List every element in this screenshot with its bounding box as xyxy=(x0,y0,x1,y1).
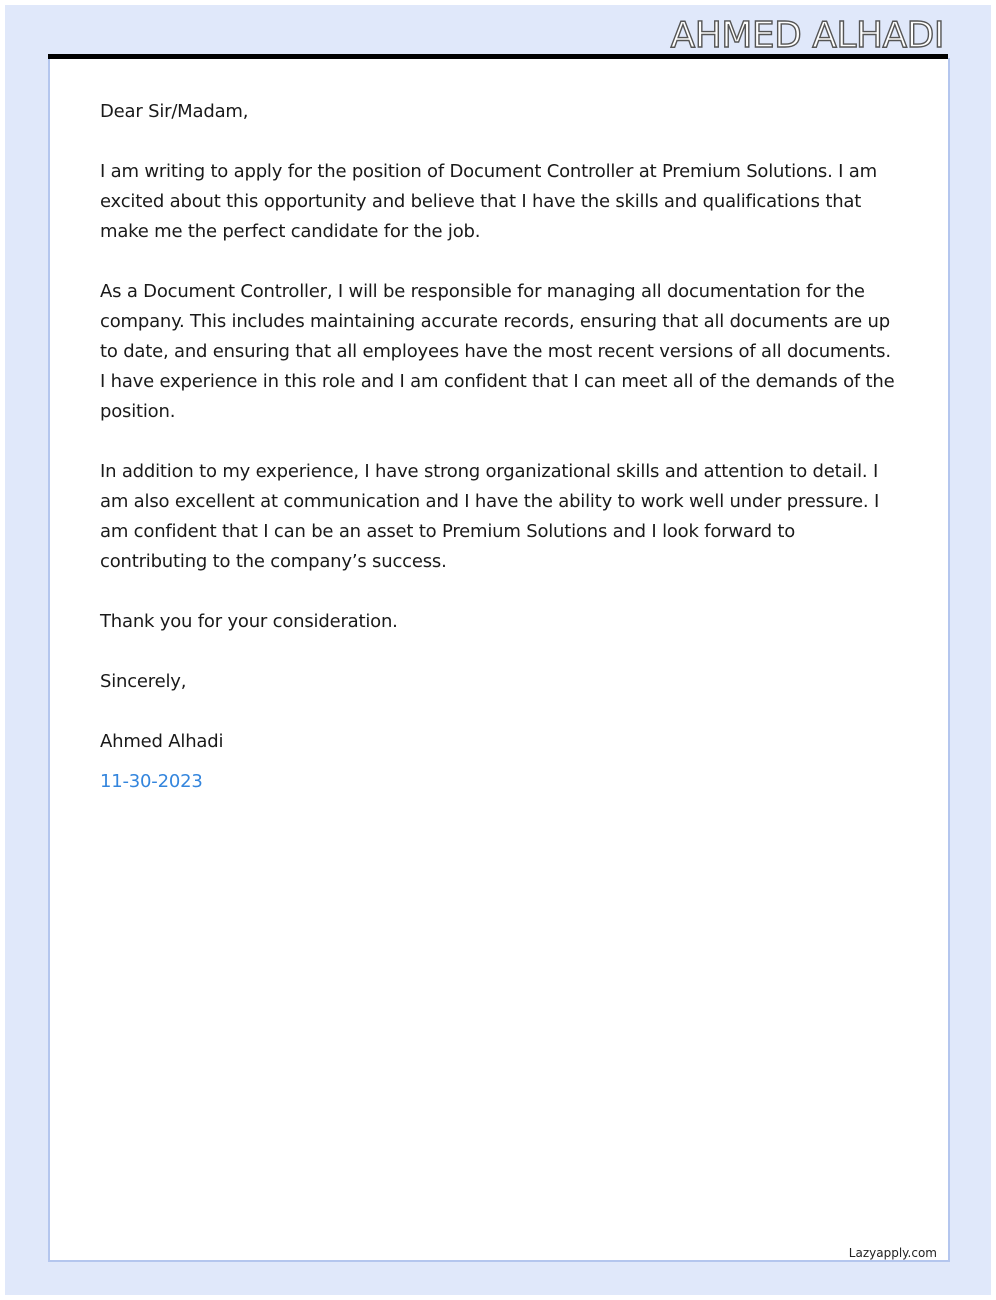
letter-paragraph: As a Document Controller, I will be responsible for managing all documentation for the company. This includes maintaining accurate records, ensuring that all documents are up to date, and ensuring that all employees have the most recent versions of all documents. I have experience in this role and I am confident that I can meet all of the demands of the position. xyxy=(100,281,895,422)
thanks-line: Thank you for your consideration. xyxy=(100,611,398,632)
letter-body xyxy=(100,97,900,827)
letter-paragraph: In addition to my experience, I have strong organizational skills and attention to detail. I am also excellent at communication and I have the ability to work well under pressure. I am confident that I can be an asset to Premium Solutions and I look forward to contributing to the company’s success. xyxy=(100,461,880,572)
letter-date: 11-30-2023 xyxy=(100,771,203,792)
applicant-name-heading: AHMED ALHADI xyxy=(670,15,944,56)
footer-brand-link[interactable]: Lazyapply.com xyxy=(848,1246,937,1260)
signature-name: Ahmed Alhadi xyxy=(100,731,224,752)
letter-paragraph: I am writing to apply for the position of Document Controller at Premium Solutions. I am excited about this opportunity and believe that I have the skills and qualifications that make me the perfect candidate for the job. xyxy=(100,161,877,242)
salutation: Dear Sir/Madam, xyxy=(100,101,249,122)
closing-line: Sincerely, xyxy=(100,671,187,692)
